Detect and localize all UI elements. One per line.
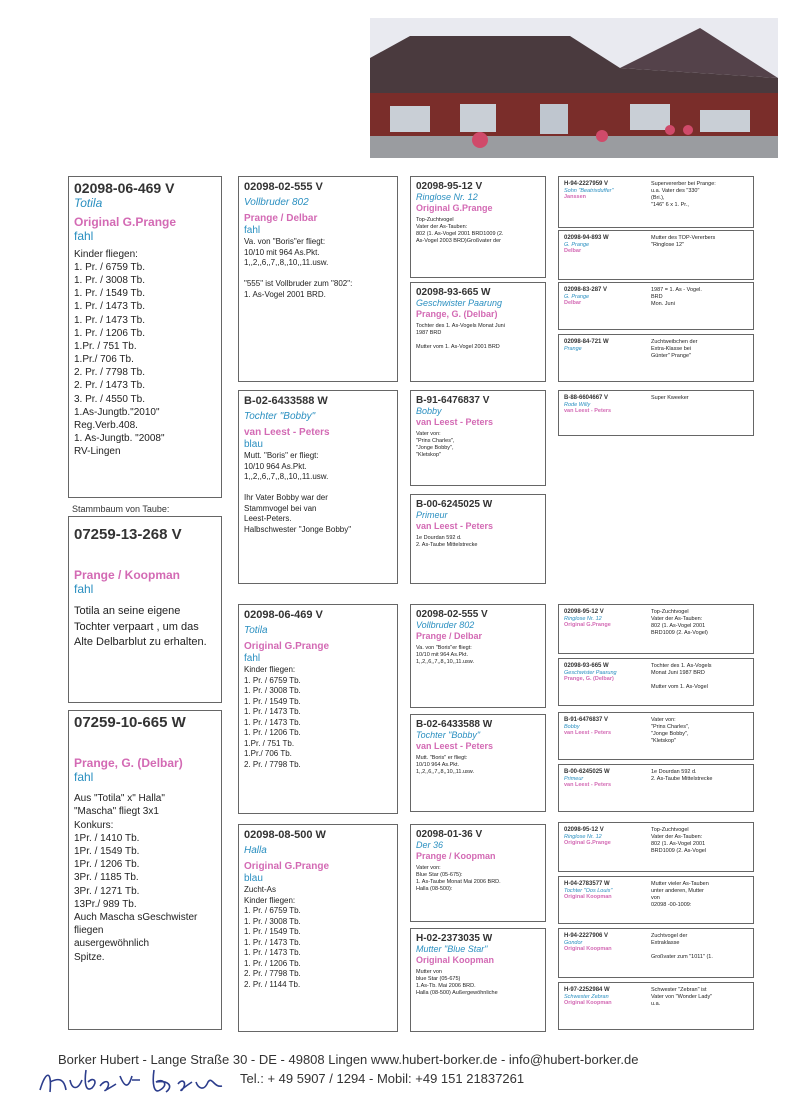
house-photo [370, 18, 778, 158]
breeder: Prange, G. (Delbar) [416, 308, 498, 319]
ring-number: 07259-10-665 W [74, 714, 186, 731]
description-text: Totila an seine eigene Tochter verpaart , um das Alte Delbarblut zu erhalten. [74, 605, 207, 649]
pigeon-name: Schwester Zebran [564, 993, 609, 1000]
note-text: Supervererber bei Prange: u.a. Vater des "330" (Bri.), "146" 6 x 1. Pr., [651, 181, 716, 208]
pigeon-card-mother-father [238, 604, 398, 814]
handwritten-signature [36, 1064, 236, 1105]
breeder: Prange, G. (Delbar) [74, 755, 183, 770]
pigeon-card-gen3-6 [410, 714, 546, 812]
performance-text: Zucht-As Kinder fliegen: 1. Pr. / 6759 Tb. 1. Pr. / 3008 Tb. 1. Pr. / 1549 Tb. 1. Pr. / 1473 Tb. 1. Pr. / 1473 Tb. 1. Pr. / 1206 Tb. 2. Pr. / 7798 Tb. 2. Pr. / 1144 Tb. [244, 885, 301, 990]
pigeon-color: fahl [244, 225, 261, 237]
note-text: Top-Zuchtvogel Vater der As-Tauben: 802 (1. As-Vogel 2001 BRD1009 (2. As-Vogel) [651, 609, 708, 636]
note-text: Zuchtvogel der Extraklasse Großvater zum "1011" (1. [651, 933, 713, 960]
performance-text: 1e Dourdan 592 d. 2. As-Taube Mittelstrecke [416, 534, 478, 548]
ring-number: 02098-94-893 W [564, 235, 609, 241]
pigeon-card-mother-mother [238, 824, 398, 1032]
pigeon-name: Totila [74, 196, 103, 211]
pigeon-color: fahl [74, 581, 94, 596]
breeder: Original G.Prange [74, 214, 177, 229]
pigeon-name: Gondor [564, 939, 583, 946]
pigeon-name: Halla [244, 845, 267, 857]
pigeon-card-gen4-1 [558, 176, 754, 228]
pigeon-card-gen4-11 [558, 876, 754, 924]
ring-number: H-02-2373035 W [416, 933, 493, 944]
note-text: Zuchtweibchen der Extra-Klasse bei Günter" Prange" [651, 339, 698, 359]
pigeon-name: Totila [244, 625, 268, 637]
pigeon-name: Bobby [416, 406, 442, 416]
pigeon-name: Vollbruder 802 [244, 197, 309, 209]
breeder: van Leest - Peters [564, 408, 612, 415]
pigeon-card-gen4-12 [558, 928, 754, 978]
pigeon-name: Geschwister Paarung [416, 298, 503, 308]
breeder: van Leest - Peters [564, 782, 612, 789]
breeder: Prange / Koopman [74, 567, 181, 582]
pigeon-name: Ringlose Nr. 12 [564, 615, 602, 622]
pigeon-name: G. Prange [564, 293, 590, 300]
performance-text: Top-Zuchtvogel Vater der As-Tauben: 802 (1. As-Vogel 2001 BRD1009 (2. As-Vogel 2003 BRD)Großvater der [416, 216, 504, 245]
breeder: Original G.Prange [244, 861, 330, 873]
ring-number: 02098-95-12 V [416, 181, 483, 192]
ring-number: 02098-02-555 V [244, 181, 323, 193]
breeder: Original Koopman [564, 1000, 612, 1007]
pigeon-card-father-father [238, 176, 398, 382]
pigeon-card-gen4-6 [558, 604, 754, 654]
breeder: van Leest - Peters [244, 427, 330, 439]
pigeon-card-gen4-3 [558, 282, 754, 330]
breeder: van Leest - Peters [416, 740, 494, 751]
ring-number: B-91-6476837 V [564, 717, 609, 723]
ring-number: H-97-2252984 W [564, 987, 610, 993]
breeder: Delbar [564, 300, 582, 307]
ring-number: 02098-93-665 W [416, 287, 491, 298]
ring-number: H-94-2227959 V [564, 181, 609, 187]
pigeon-card-gen4-5 [558, 390, 754, 436]
note-text: Top-Zuchtvogel Vater der As-Tauben: 802 (1. As-Vogel 2001 BRD1009 (2. As-Vogel [651, 827, 707, 854]
breeder: van Leest - Peters [564, 730, 612, 737]
pigeon-name: Ringlose Nr. 12 [564, 833, 602, 840]
pigeon-name: Tochter "Bobby" [416, 730, 481, 740]
footer-address: Borker Hubert - Lange Straße 30 - DE - 49808 Lingen www.hubert-borker.de - info@hubert-borker.de [58, 1052, 639, 1067]
performance-text: Aus "Totila" x" Halla" "Mascha" fliegt 3x1 Konkurs: 1Pr. / 1410 Tb. 1Pr. / 1549 Tb. 1Pr. / 1206 Tb. 3Pr. / 1185 Tb. 3Pr. / 1271 Tb. 13Pr./ 989 Tb. Auch Mascha sGeschwister fliegen ausergewöhnlich Spitze. [74, 793, 198, 963]
ring-number: H-04-2783577 W [564, 881, 610, 887]
note-text: 1987 = 1. As - Vogel. BRD Mon. Juni [651, 287, 702, 307]
pigeon-card-gen3-2 [410, 282, 546, 382]
pigeon-card-gen4-9 [558, 764, 754, 812]
breeder: Prange, G. (Delbar) [564, 676, 614, 683]
pigeon-color: blau [244, 873, 263, 885]
ring-number: 02098-08-500 W [244, 829, 326, 841]
breeder: Original G.Prange [564, 840, 611, 847]
performance-text: Mutt. "Boris" er fliegt: 10/10 964 As.Pkt. 1,,2,,6,,7,,8,,10,,11.usw. [416, 754, 474, 775]
footer-phone: Tel.: + 49 5907 / 1294 - Mobil: +49 151 21837261 [240, 1071, 525, 1086]
ring-number: 07259-13-268 V [74, 526, 182, 543]
pigeon-card-gen3-1 [410, 176, 546, 278]
breeder: Original G.Prange [416, 202, 493, 213]
pigeon-name: Mutter "Blue Star" [416, 944, 488, 954]
performance-text: Mutter von blue Star (05-675) 1.As-Tb. Mai 2006 BRD. Halla (08-500) Außergewöhnliche [416, 968, 498, 997]
ring-number: 02098-01-36 V [416, 829, 483, 840]
ring-number: 02098-83-287 V [564, 287, 608, 293]
breeder: Prange / Delbar [244, 213, 318, 225]
pigeon-card-gen4-10 [558, 822, 754, 872]
pigeon-card-father-mother [238, 390, 398, 584]
breeder: Original Koopman [564, 894, 612, 901]
pigeon-name: Sohn "Beatrixduffer" [564, 187, 614, 194]
pigeon-name: Rode Willy [564, 401, 591, 408]
note-text: Vater von: "Prins Charles", "Jonge Bobby", "Kletskop" [651, 717, 690, 744]
performance-text: Tochter des 1. As-Vogels Monat Juni 1987 BRD Mutter vom 1. As-Vogel 2001 BRD [416, 322, 505, 351]
pigeon-card-gen4-2 [558, 230, 754, 280]
pigeon-card-subject [68, 516, 222, 703]
breeder: Delbar [564, 248, 582, 255]
breeder: van Leest - Peters [416, 520, 494, 531]
ring-number: B-88-6604667 V [564, 395, 609, 401]
note-text: Mutter des TOP-Vererbers "Ringlose 12" [651, 235, 716, 248]
ring-number: H-94-2227906 V [564, 933, 609, 939]
ring-number: 02098-02-555 V [416, 609, 488, 620]
pigeon-card-gen3-4 [410, 494, 546, 584]
pigeon-name: Tochter "Oos Louis" [564, 887, 613, 894]
ring-number: 02098-84-721 W [564, 339, 609, 345]
breeder: Original Koopman [416, 954, 495, 965]
note-text: Mutter vieler As-Tauben unter anderen, Mutter von 02098 -00-1009: [651, 881, 709, 908]
ring-number: 02098-93-665 W [564, 663, 609, 669]
pigeon-name: Primeur [564, 775, 584, 782]
pigeon-name: G. Prange [564, 241, 590, 248]
pigeon-card-gen3-5 [410, 604, 546, 708]
performance-text: Mutt. "Boris" er fliegt: 10/10 964 As.Pkt. 1,,2,,6,,7,,8,,10,,11.usw. Ihr Vater Bobby war der Stammvogel bei van Leest-Peters. Halbschwester "Jonge Bobby" [244, 451, 352, 534]
pigeon-name: Geschwister Paarung [564, 669, 617, 676]
ring-number: 02098-95-12 V [564, 609, 604, 615]
pigeon-color: fahl [74, 769, 94, 784]
performance-text: Va. von "Boris"er fliegt: 10/10 mit 964 As.Pkt. 1,,2,,6,,7,,8,,10,,11.usw. [416, 644, 474, 665]
ring-number: 02098-95-12 V [564, 827, 604, 833]
ring-number: B-02-6433588 W [244, 395, 328, 407]
performance-text: Vater von: "Prins Charles", "Jonge Bobby", "Kletskop" [416, 430, 455, 459]
pigeon-name: Prange [564, 345, 582, 352]
pigeon-name: Tochter "Bobby" [244, 411, 316, 423]
pigeon-card-gen3-3 [410, 390, 546, 486]
breeder: Original G.Prange [564, 622, 611, 629]
pigeon-name: Ringlose Nr. 12 [416, 192, 478, 202]
performance-text: Vater von: Blue Star (05-675): 1. As-Taube Monat Mai 2006 BRD. Halla (08-500): [416, 864, 501, 893]
pigeon-name: Vollbruder 802 [416, 620, 475, 630]
pigeon-card-gen4-13 [558, 982, 754, 1030]
pigeon-card-mother [68, 710, 222, 1030]
pedigree-label: Stammbaum von Taube: [72, 504, 170, 514]
breeder: van Leest - Peters [416, 416, 494, 427]
breeder: Janssen [564, 194, 587, 201]
ring-number: B-00-6245025 W [564, 769, 610, 775]
pigeon-card-gen3-7 [410, 824, 546, 922]
breeder: Prange / Koopman [416, 850, 496, 861]
pigeon-card-gen3-8 [410, 928, 546, 1032]
pigeon-color: fahl [244, 653, 261, 665]
note-text: 1e Dourdan 592 d. 2. As-Taube Mittelstrecke [651, 769, 713, 782]
pigeon-card-main [68, 176, 222, 498]
ring-number: B-91-6476837 V [416, 395, 490, 406]
pigeon-name: Der 36 [416, 840, 444, 850]
performance-text: Va. von "Boris"er fliegt: 10/10 mit 964 As.Pkt. 1,,2,,6,,7,,8,,10,,11.usw. "555" ist Vollbruder zum "802": 1. As-Vogel 2001 BRD. [244, 237, 353, 299]
performance-text: Kinder fliegen: 1. Pr. / 6759 Tb. 1. Pr. / 3008 Tb. 1. Pr. / 1549 Tb. 1. Pr. / 1473 Tb. 1. Pr. / 1473 Tb. 1. Pr. / 1206 Tb. 1.Pr. / 751 Tb. 1.Pr./ 706 Tb. 2. Pr. / 7798 Tb. 2. Pr. / 1473 Tb. 3. Pr. / 4550 Tb. 1.As-Jungtb."2010" Reg.Verb.408. 1. As-Jungtb. "2008" RV-Lingen [74, 248, 165, 458]
ring-number: 02098-06-469 V [244, 609, 323, 621]
ring-number: B-02-6433588 W [416, 719, 493, 730]
pigeon-name: Primeur [416, 510, 448, 520]
note-text: Tochter des 1. As-Vogels Monat Juni 1987 BRD Mutter vom 1. As-Vogel [651, 663, 712, 690]
note-text: Super Kweeker [651, 395, 689, 401]
breeder: Prange / Delbar [416, 630, 483, 641]
pigeon-card-gen4-4 [558, 334, 754, 382]
pigeon-card-gen4-7 [558, 658, 754, 706]
pigeon-name: Bobby [564, 723, 580, 730]
pigeon-color: blau [244, 439, 263, 451]
pigeon-card-gen4-8 [558, 712, 754, 760]
note-text: Schwester "Zebran" ist Vater von "Wonder Lady" u.a. [651, 987, 713, 1007]
ring-number: 02098-06-469 V [74, 180, 175, 196]
performance-text: Kinder fliegen: 1. Pr. / 6759 Tb. 1. Pr. / 3008 Tb. 1. Pr. / 1549 Tb. 1. Pr. / 1473 Tb. 1. Pr. / 1473 Tb. 1. Pr. / 1206 Tb. 1.Pr. / 751 Tb. 1.Pr./ 706 Tb. 2. Pr. / 7798 Tb. [244, 665, 301, 770]
breeder: Original G.Prange [244, 641, 330, 653]
ring-number: B-00-6245025 W [416, 499, 493, 510]
breeder: Original Koopman [564, 946, 612, 953]
pigeon-color: fahl [74, 229, 94, 244]
